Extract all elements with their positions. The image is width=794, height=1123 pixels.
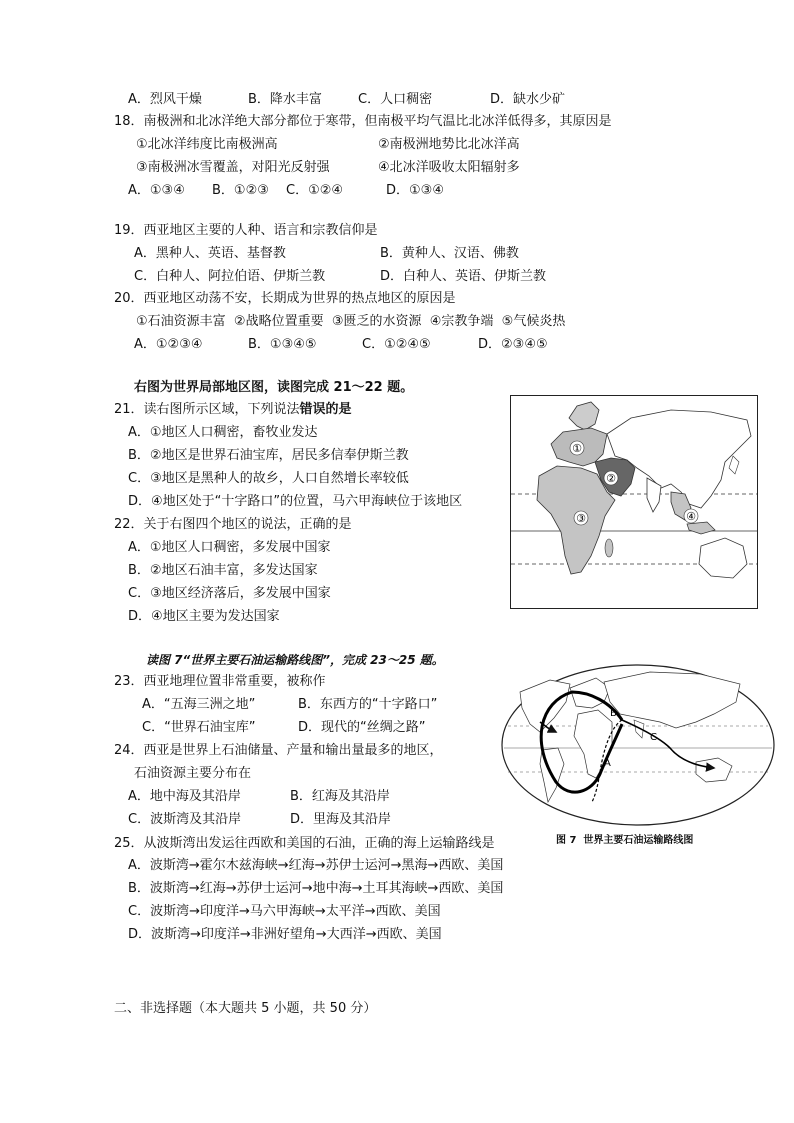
indonesia-shape: [687, 522, 715, 534]
q19-option-c: C．白种人、阿拉伯语、伊斯兰教: [134, 269, 326, 284]
oil-route-map-svg: [500, 662, 776, 828]
q18-option-d: D．①③④: [386, 183, 444, 198]
q20-option-a: A．①②③④: [134, 337, 203, 352]
q18-item-2: ②南极洲地势比北冰洋高: [378, 137, 520, 152]
q20-stem: 20．西亚地区动荡不安，长期成为世界的热点地区的原因是: [114, 291, 456, 306]
q22-option-c: C．③地区经济落后，多发展中国家: [128, 586, 331, 601]
q25-option-c: C．波斯湾→印度洋→马六甲海峡→太平洋→西欧、美国: [128, 904, 441, 919]
q17-option-a: A．烈风干燥: [128, 92, 202, 107]
q24-option-d: D．里海及其沿岸: [290, 812, 392, 827]
q25-stem: 25．从波斯湾出发运往西欧和美国的石油，正确的海上运输路线是: [114, 836, 495, 851]
intro-21-22: 右图为世界局部地区图，读图完成 21～22 题。: [134, 380, 414, 395]
q21-stem-emphasis: 错误的是: [299, 402, 352, 417]
q19-stem: 19．西亚地区主要的人种、语言和宗教信仰是: [114, 223, 378, 238]
q21-option-b: B．②地区是世界石油宝库，居民多信奉伊斯兰教: [128, 448, 409, 463]
map2-label-b: B: [610, 708, 617, 719]
q24-option-c: C．波斯湾及其沿岸: [128, 812, 242, 827]
madagascar-shape: [605, 539, 613, 557]
q25-option-b: B．波斯湾→红海→苏伊士运河→地中海→土耳其海峡→西欧、美国: [128, 881, 504, 896]
q18-stem: 18．南极洲和北冰洋绝大部分都位于寒带，但南极平均气温比北冰洋低得多，其原因是: [114, 114, 612, 129]
q22-option-d: D．④地区主要为发达国家: [128, 609, 280, 624]
q24-stem-line1: 24．西亚是世界上石油储量、产量和输出量最多的地区，: [114, 743, 443, 758]
map1-label-3: ③: [576, 512, 586, 525]
world-region-map: [510, 395, 758, 609]
q19-option-a: A．黑种人、英语、基督教: [134, 246, 286, 261]
intro-23-25: 读图 7“世界主要石油运输路线图”，完成 23～25 题。: [146, 653, 444, 667]
map1-label-1: ①: [572, 442, 582, 455]
q23-option-b: B．东西方的“十字路口”: [298, 697, 438, 712]
q23-stem: 23．西亚地理位置非常重要，被称作: [114, 674, 326, 689]
q18-option-b: B．①②③: [212, 183, 269, 198]
q21-option-a: A．①地区人口稠密，畜牧业发达: [128, 425, 318, 440]
q18-item-1: ①北冰洋纬度比南极洲高: [136, 137, 278, 152]
q21-option-c: C．③地区是黑种人的故乡，人口自然增长率较低: [128, 471, 409, 486]
q23-option-c: C．“世界石油宝库”: [142, 720, 256, 735]
q18-item-4: ④北冰洋吸收太阳辐射多: [378, 160, 520, 175]
map1-label-4: ④: [686, 510, 696, 523]
q20-items: ①石油资源丰富 ②战略位置重要 ③匮乏的水资源 ④宗教争端 ⑤气候炎热: [136, 314, 566, 329]
q22-option-a: A．①地区人口稠密，多发展中国家: [128, 540, 331, 555]
q18-item-3: ③南极洲冰雪覆盖，对阳光反射强: [136, 160, 330, 175]
q21-stem: [114, 400, 352, 420]
japan-shape: [729, 456, 739, 474]
q24-option-a: A．地中海及其沿岸: [128, 789, 241, 804]
australia-shape: [699, 538, 747, 578]
q21-option-d: D．④地区处于“十字路口”的位置，马六甲海峡位于该地区: [128, 494, 463, 509]
q20-option-d: D．②③④⑤: [478, 337, 548, 352]
q22-stem: 22．关于右图四个地区的说法，正确的是: [114, 517, 352, 532]
map2-label-a: A: [604, 758, 611, 769]
q24-option-b: B．红海及其沿岸: [290, 789, 390, 804]
oil-route-map: [500, 662, 776, 828]
q24-stem-line2: 石油资源主要分布在: [134, 766, 252, 781]
q23-option-a: A．“五海三洲之地”: [142, 697, 256, 712]
q19-option-b: B．黄种人、汉语、佛教: [380, 246, 519, 261]
map2-label-c: C: [650, 732, 657, 743]
q23-option-d: D．现代的“丝绸之路”: [298, 720, 426, 735]
q20-option-c: C．①②④⑤: [362, 337, 431, 352]
scandinavia-shape: [569, 402, 599, 430]
q17-option-d: D．缺水少矿: [490, 92, 566, 107]
q18-option-c: C．①②④: [286, 183, 344, 198]
q22-option-b: B．②地区石油丰富，多发达国家: [128, 563, 318, 578]
world-region-map-svg: [511, 396, 757, 608]
q19-option-d: D．白种人、英语、伊斯兰教: [380, 269, 547, 284]
q25-option-a: A．波斯湾→霍尔木兹海峡→红海→苏伊士运河→黑海→西欧、美国: [128, 858, 504, 873]
oil-route-map-caption: 图 7 世界主要石油运输路线图: [556, 835, 694, 846]
q18-option-a: A．①③④: [128, 183, 185, 198]
q25-option-d: D．波斯湾→印度洋→非洲好望角→大西洋→西欧、美国: [128, 927, 442, 942]
q20-option-b: B．①③④⑤: [248, 337, 317, 352]
q17-option-c: C．人口稠密: [358, 92, 433, 107]
map1-label-2: ②: [606, 472, 616, 485]
q17-option-b: B．降水丰富: [248, 92, 322, 107]
q21-stem-text: 21．读右图所示区域，下列说法: [114, 402, 300, 417]
section-2-heading: 二、非选择题（本大题共 5 小题，共 50 分）: [114, 1001, 377, 1016]
